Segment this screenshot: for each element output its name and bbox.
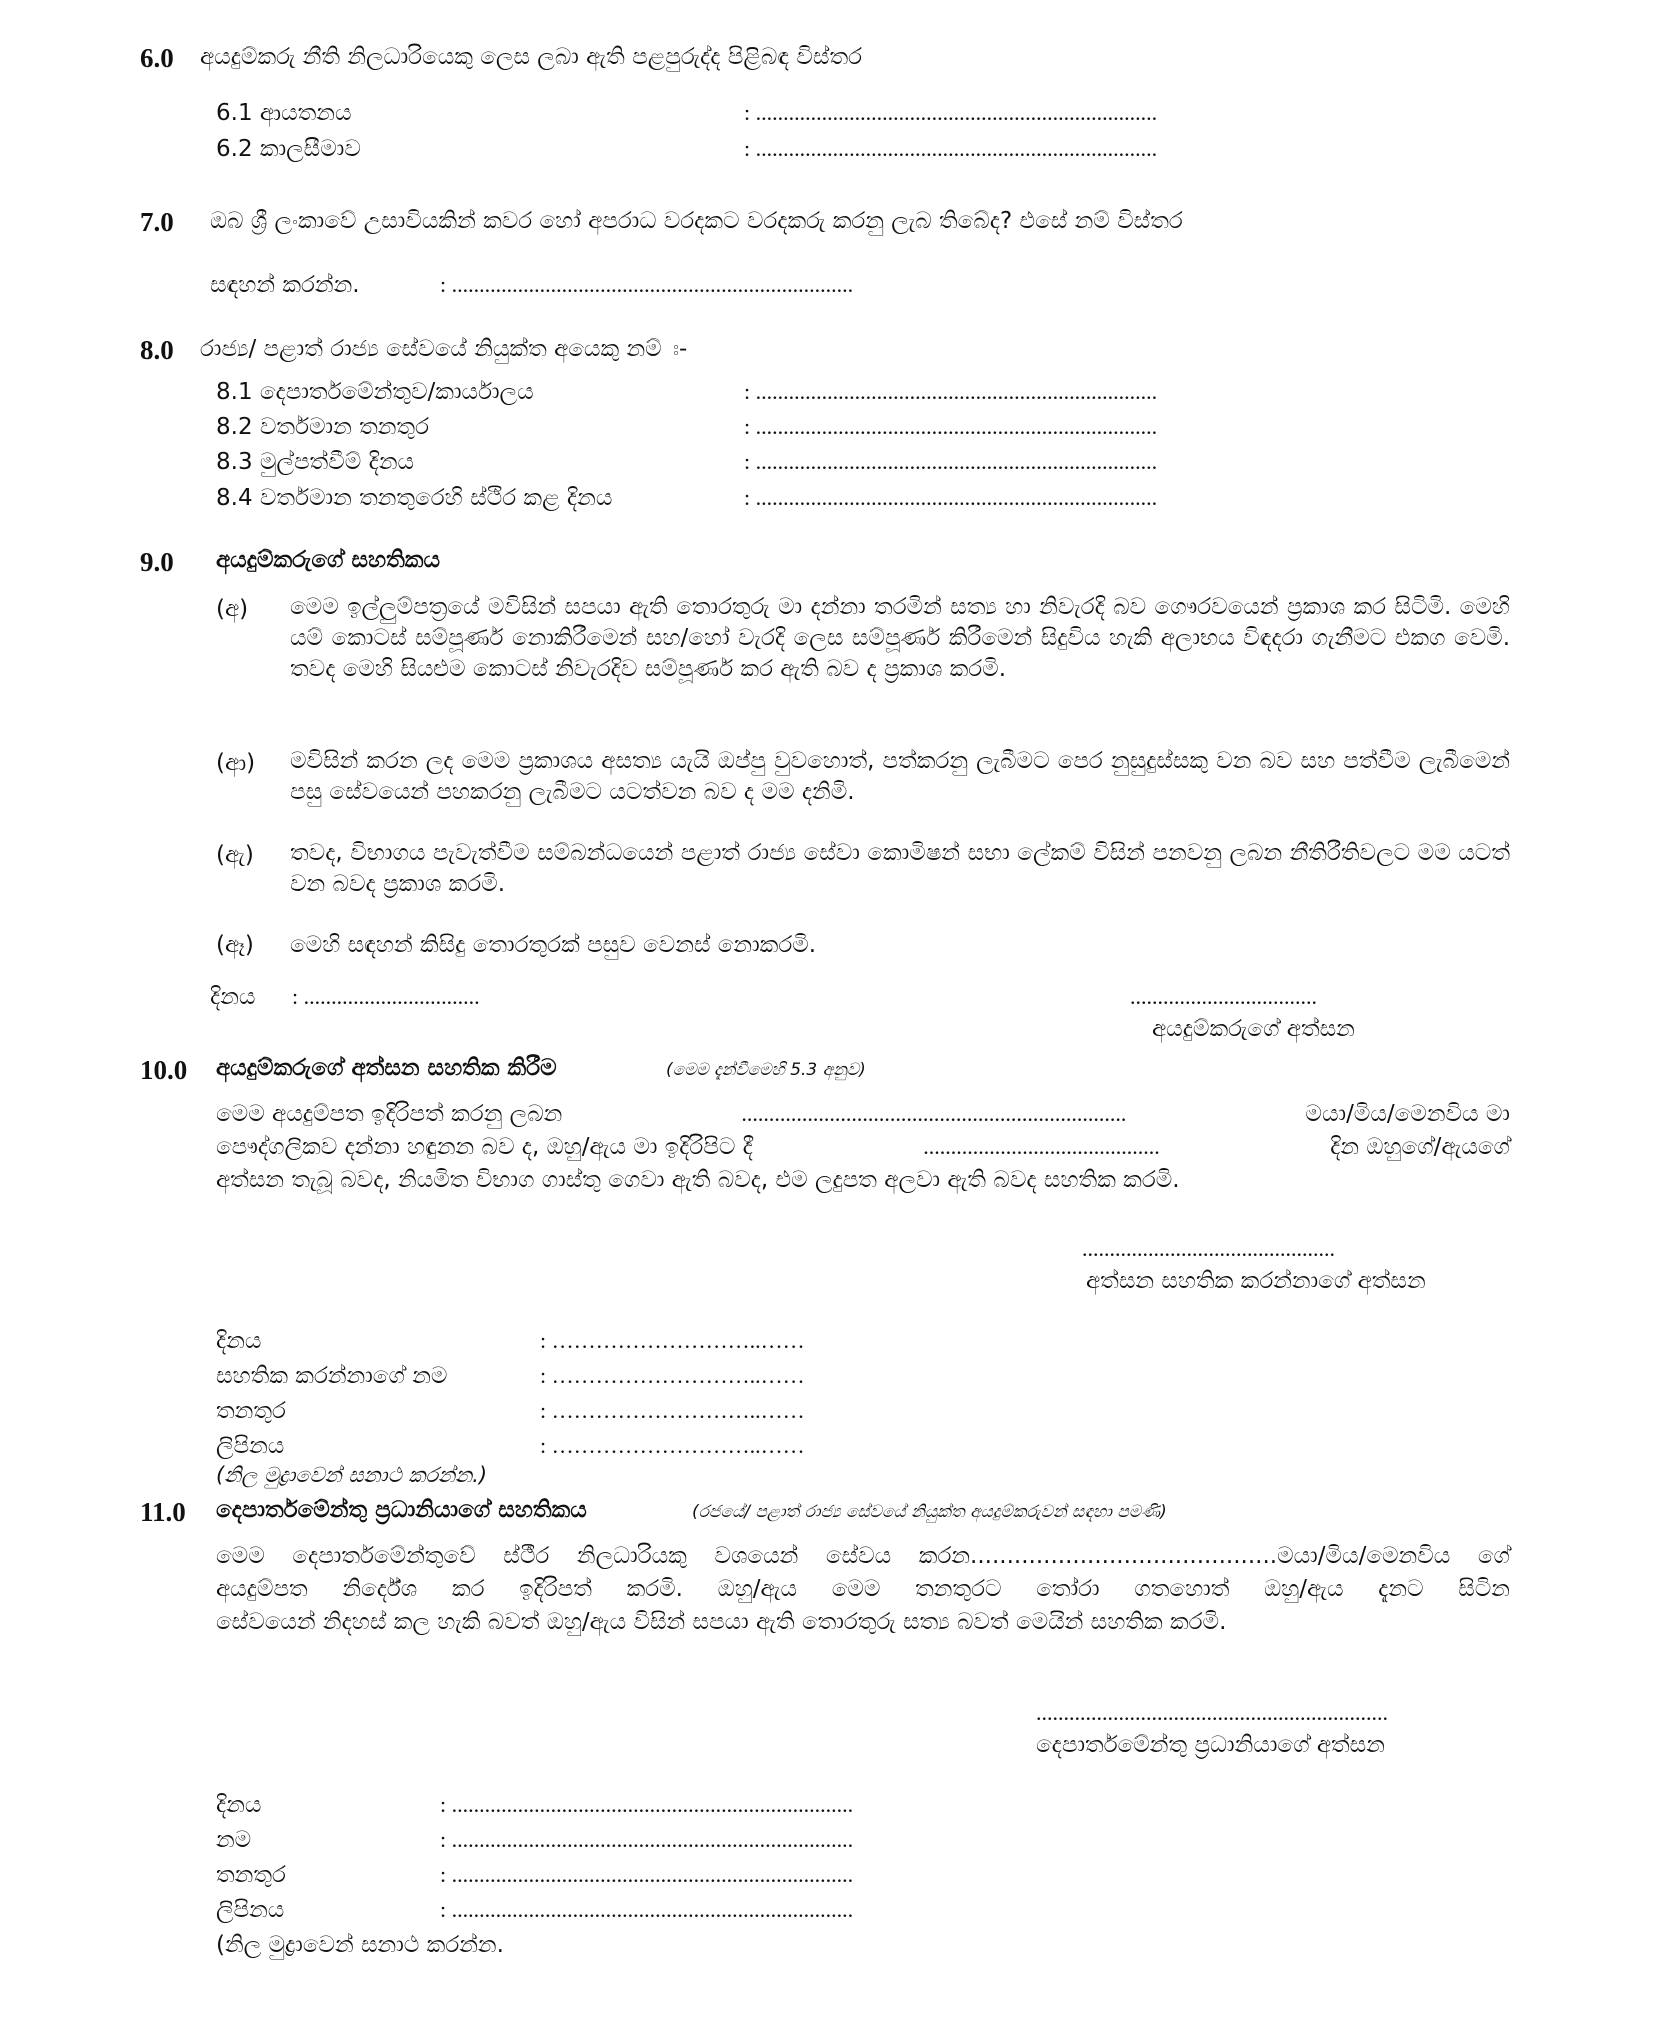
field-6-2-value[interactable]: : ......................................................................... [744, 136, 1158, 161]
certifier-address-label: ලිපිනය [216, 1433, 285, 1459]
head-date-value[interactable]: : ......................................................................... [440, 1792, 854, 1817]
certifier-position-value[interactable]: : ………………………..…… [540, 1398, 805, 1423]
applicant-signature-label: අයදුම්කරුගේ අත්සන [1152, 1016, 1355, 1042]
certifier-name-value[interactable]: : ………………………..…… [540, 1363, 805, 1388]
section-8-number: 8.0 [140, 335, 174, 365]
head-signature-label: දෙපාර්තමේන්තු ප්‍රධානියාගේ අත්සන [1036, 1732, 1385, 1758]
head-date-label: දිනය [216, 1792, 262, 1818]
section-10-line-2-start: පෞද්ගලිකව දන්නා හඳුනන බව ද, ඔහු/ඇය මා ඉදිරිපිට දී [216, 1134, 753, 1160]
head-signature-line[interactable]: ................................................................ [1036, 1700, 1388, 1725]
section-11-title: දෙපාර්තමේන්තු ප්‍රධානියාගේ සහතිකය [216, 1497, 587, 1523]
section-9-number: 9.0 [140, 547, 174, 577]
head-position-label: තනතුර [216, 1862, 286, 1888]
field-8-1-value[interactable]: : ......................................................................... [744, 379, 1158, 404]
head-name-label: නම [216, 1827, 252, 1853]
clause-ae-mark: (ඇ) [216, 842, 254, 868]
applicant-signature-line[interactable]: .................................. [1130, 984, 1317, 1009]
section-10-sign-date-field[interactable]: ........................................... [923, 1134, 1160, 1159]
field-8-4-label: 8.4 වර්තමාන තනතුරෙහි ස්ථිර කළ දිනය [216, 485, 613, 511]
clause-aa-text: මවිසින් කරන ලද මෙම ප්‍රකාශය අසත්‍ය යැයි ඔප්පු වුවහොත්, පත්කරනු ලැබීමට පෙර නුසුදුස්සකු වන බව සහ පත්වීම ලැබීමෙන් පසු සේවයෙන් පහකරනු ලැබීමට යටත්වන බව ද මම දනිමි. [290, 748, 1510, 805]
clause-aa-mark: (ආ) [216, 750, 256, 776]
section-10-note: (මෙම දැන්වීමෙහි 5.3 අනුව) [666, 1060, 866, 1080]
certifier-position-label: තනතුර [216, 1398, 286, 1424]
section-8-title: රාජ්‍ය/ පළාත් රාජ්‍ය සේවයේ නියුක්ත අයෙකු නම් ඃ- [200, 336, 688, 362]
applicant-date-value[interactable]: : ................................ [292, 984, 480, 1009]
section-9-title: අයදුම්කරුගේ සහතිකය [216, 547, 441, 573]
head-stamp-note: (නිල මුද්‍රාවෙන් සනාථ කරන්න. [216, 1932, 504, 1958]
section-11-number: 11.0 [140, 1497, 186, 1527]
section-6-title: අයදුම්කරු නීති නිලධාරියෙකු ලෙස ලබා ඇති පළපුරුද්ද පිළිබඳ විස්තර [200, 44, 863, 70]
field-8-3-value[interactable]: : ......................................................................... [744, 449, 1158, 474]
section-7-title: ඔබ ශ්‍රී ලංකාවේ උසාවියකින් කවර හෝ අපරාධ වරදකට වරදකරු කරනු ලැබ තිබේද? එසේ නම් විස්තර [210, 208, 1183, 234]
section-10-line-2 [216, 1134, 1510, 1162]
field-8-2-label: 8.2 වර්තමාන තනතුර [216, 414, 430, 440]
head-position-value[interactable]: : ......................................................................... [440, 1862, 854, 1887]
certifier-signature-line[interactable]: .............................................. [1082, 1236, 1335, 1261]
applicant-date-label: දිනය [210, 984, 256, 1010]
clause-ae-text: තවද, විභාගය පැවැත්වීම සම්බන්ධයෙන් පළාත් රාජ්‍ය සේවා කොමිෂන් සභා ලේකම් විසින් පනවනු ලබන නීතිරීතිවලට මම යටත් වන බවද ප්‍රකාශ කරමි. [290, 840, 1510, 897]
section-7-number: 7.0 [140, 207, 174, 237]
head-address-value[interactable]: : ......................................................................... [440, 1897, 854, 1922]
certifier-stamp-note: (නිල මුද්‍රාවෙන් සනාථ කරන්න.) [216, 1463, 488, 1487]
clause-aee-text: මෙහි සඳහන් කිසිදු තොරතුරක් පසුව වෙනස් නොකරමි. [290, 932, 817, 958]
certifier-address-value[interactable]: : ………………………..…… [540, 1433, 805, 1458]
section-10-number: 10.0 [140, 1055, 188, 1085]
head-address-label: ලිපිනය [216, 1897, 285, 1923]
field-8-1-label: 8.1 දෙපාර්තමේන්තුව/කාර්යාලය [216, 379, 534, 405]
field-8-2-value[interactable]: : ......................................................................... [744, 414, 1158, 439]
field-8-4-value[interactable]: : ......................................................................... [744, 485, 1158, 510]
certifier-signature-label: අත්සන සහතික කරන්නාගේ අත්සන [1086, 1268, 1426, 1294]
certifier-date-label: දිනය [216, 1328, 262, 1354]
section-7-detail-label: සඳහන් කරන්න. [210, 272, 360, 298]
section-10-applicant-name-field[interactable]: ...................................................................... [741, 1101, 1127, 1126]
clause-aee-mark: (ඈ) [216, 932, 254, 958]
clause-a-mark: (අ) [216, 596, 249, 622]
section-11-line-2: අයදුම්පත නිර්දේශ කර ඉදිරිපත් කරමි. ඔහු/ඇය මෙම තනතුරට තෝරා ගතහොත් ඔහු/ඇය දැනට සිටින [216, 1576, 1510, 1602]
field-6-1-label: 6.1 ආයතනය [216, 100, 352, 126]
field-6-1-value[interactable]: : ......................................................................... [744, 100, 1158, 125]
certifier-name-label: සහතික කරන්නාගේ නම [216, 1363, 448, 1389]
section-6-number: 6.0 [140, 43, 174, 73]
field-6-2-label: 6.2 කාලසීමාව [216, 136, 361, 162]
section-10-line-1-start: මෙම අයදුම්පත ඉදිරිපත් කරනු ලබන [216, 1101, 563, 1127]
section-11-note: (රජයේ/ පළාත් රාජ්‍ය සේවයේ නියුක්ත අයදුම්කරුවන් සඳහා පමණි) [692, 1502, 1167, 1522]
section-11-line-1: මෙම දෙපාර්තමේන්තුවේ ස්ථීර නිලධාරියකු වශයෙන් සේවය කරන..........................................මයා/මිය/මෙනවිය ගේ [216, 1543, 1510, 1569]
section-7-detail-value[interactable]: : ......................................................................... [440, 272, 854, 297]
certifier-date-value[interactable]: : ………………………..…… [540, 1328, 805, 1353]
head-name-value[interactable]: : ......................................................................... [440, 1827, 854, 1852]
clause-a-text: මෙම ඉල්ලුම්පත්‍රයේ මවිසින් සපයා ඇති තොරතුරු මා දන්නා තරමින් සත්‍ය හා නිවැරදි බව ගෞරවයෙන් ප්‍රකාශ කර සිටිමි. මෙහි යම් කොටස් සම්පූර්ණ නොකිරීමෙන් සහ/හෝ වැරදි ලෙස සම්පූර්ණ කිරීමෙන් සිදුවිය හැකි අලාභය විඳදරා ගැනීමට එකග වෙමි. තවද මෙහි සියළුම කොටස් නිවැරදිව සම්පූර්ණ කර ඇති බව ද ප්‍රකාශ කරමි. [290, 594, 1510, 682]
section-10-line-3: අත්සන තැබූ බවද, නියමිත විභාග ගාස්තු ගෙවා ඇති බවද, එම ලදුපත අලවා ඇති බවද සහතික කරමි. [216, 1167, 1180, 1193]
section-11-line-3: සේවයෙන් නිදහස් කල හැකි බවත් ඔහු/ඇය විසින් සපයා ඇති තොරතුරු සත්‍ය බවත් මෙයින් සහතික කරමි. [216, 1609, 1227, 1635]
section-10-line-1 [216, 1101, 1510, 1129]
section-10-line-2-end: දින ඔහුගේ/ඇයගේ [1330, 1134, 1510, 1160]
section-10-title: අයදුම්කරුගේ අත්සන සහතික කිරීම [216, 1055, 557, 1081]
section-10-line-1-end: මයා/මිය/මෙනවිය මා [1305, 1101, 1510, 1127]
field-8-3-label: 8.3 මුල්පත්වීම් දිනය [216, 449, 415, 475]
